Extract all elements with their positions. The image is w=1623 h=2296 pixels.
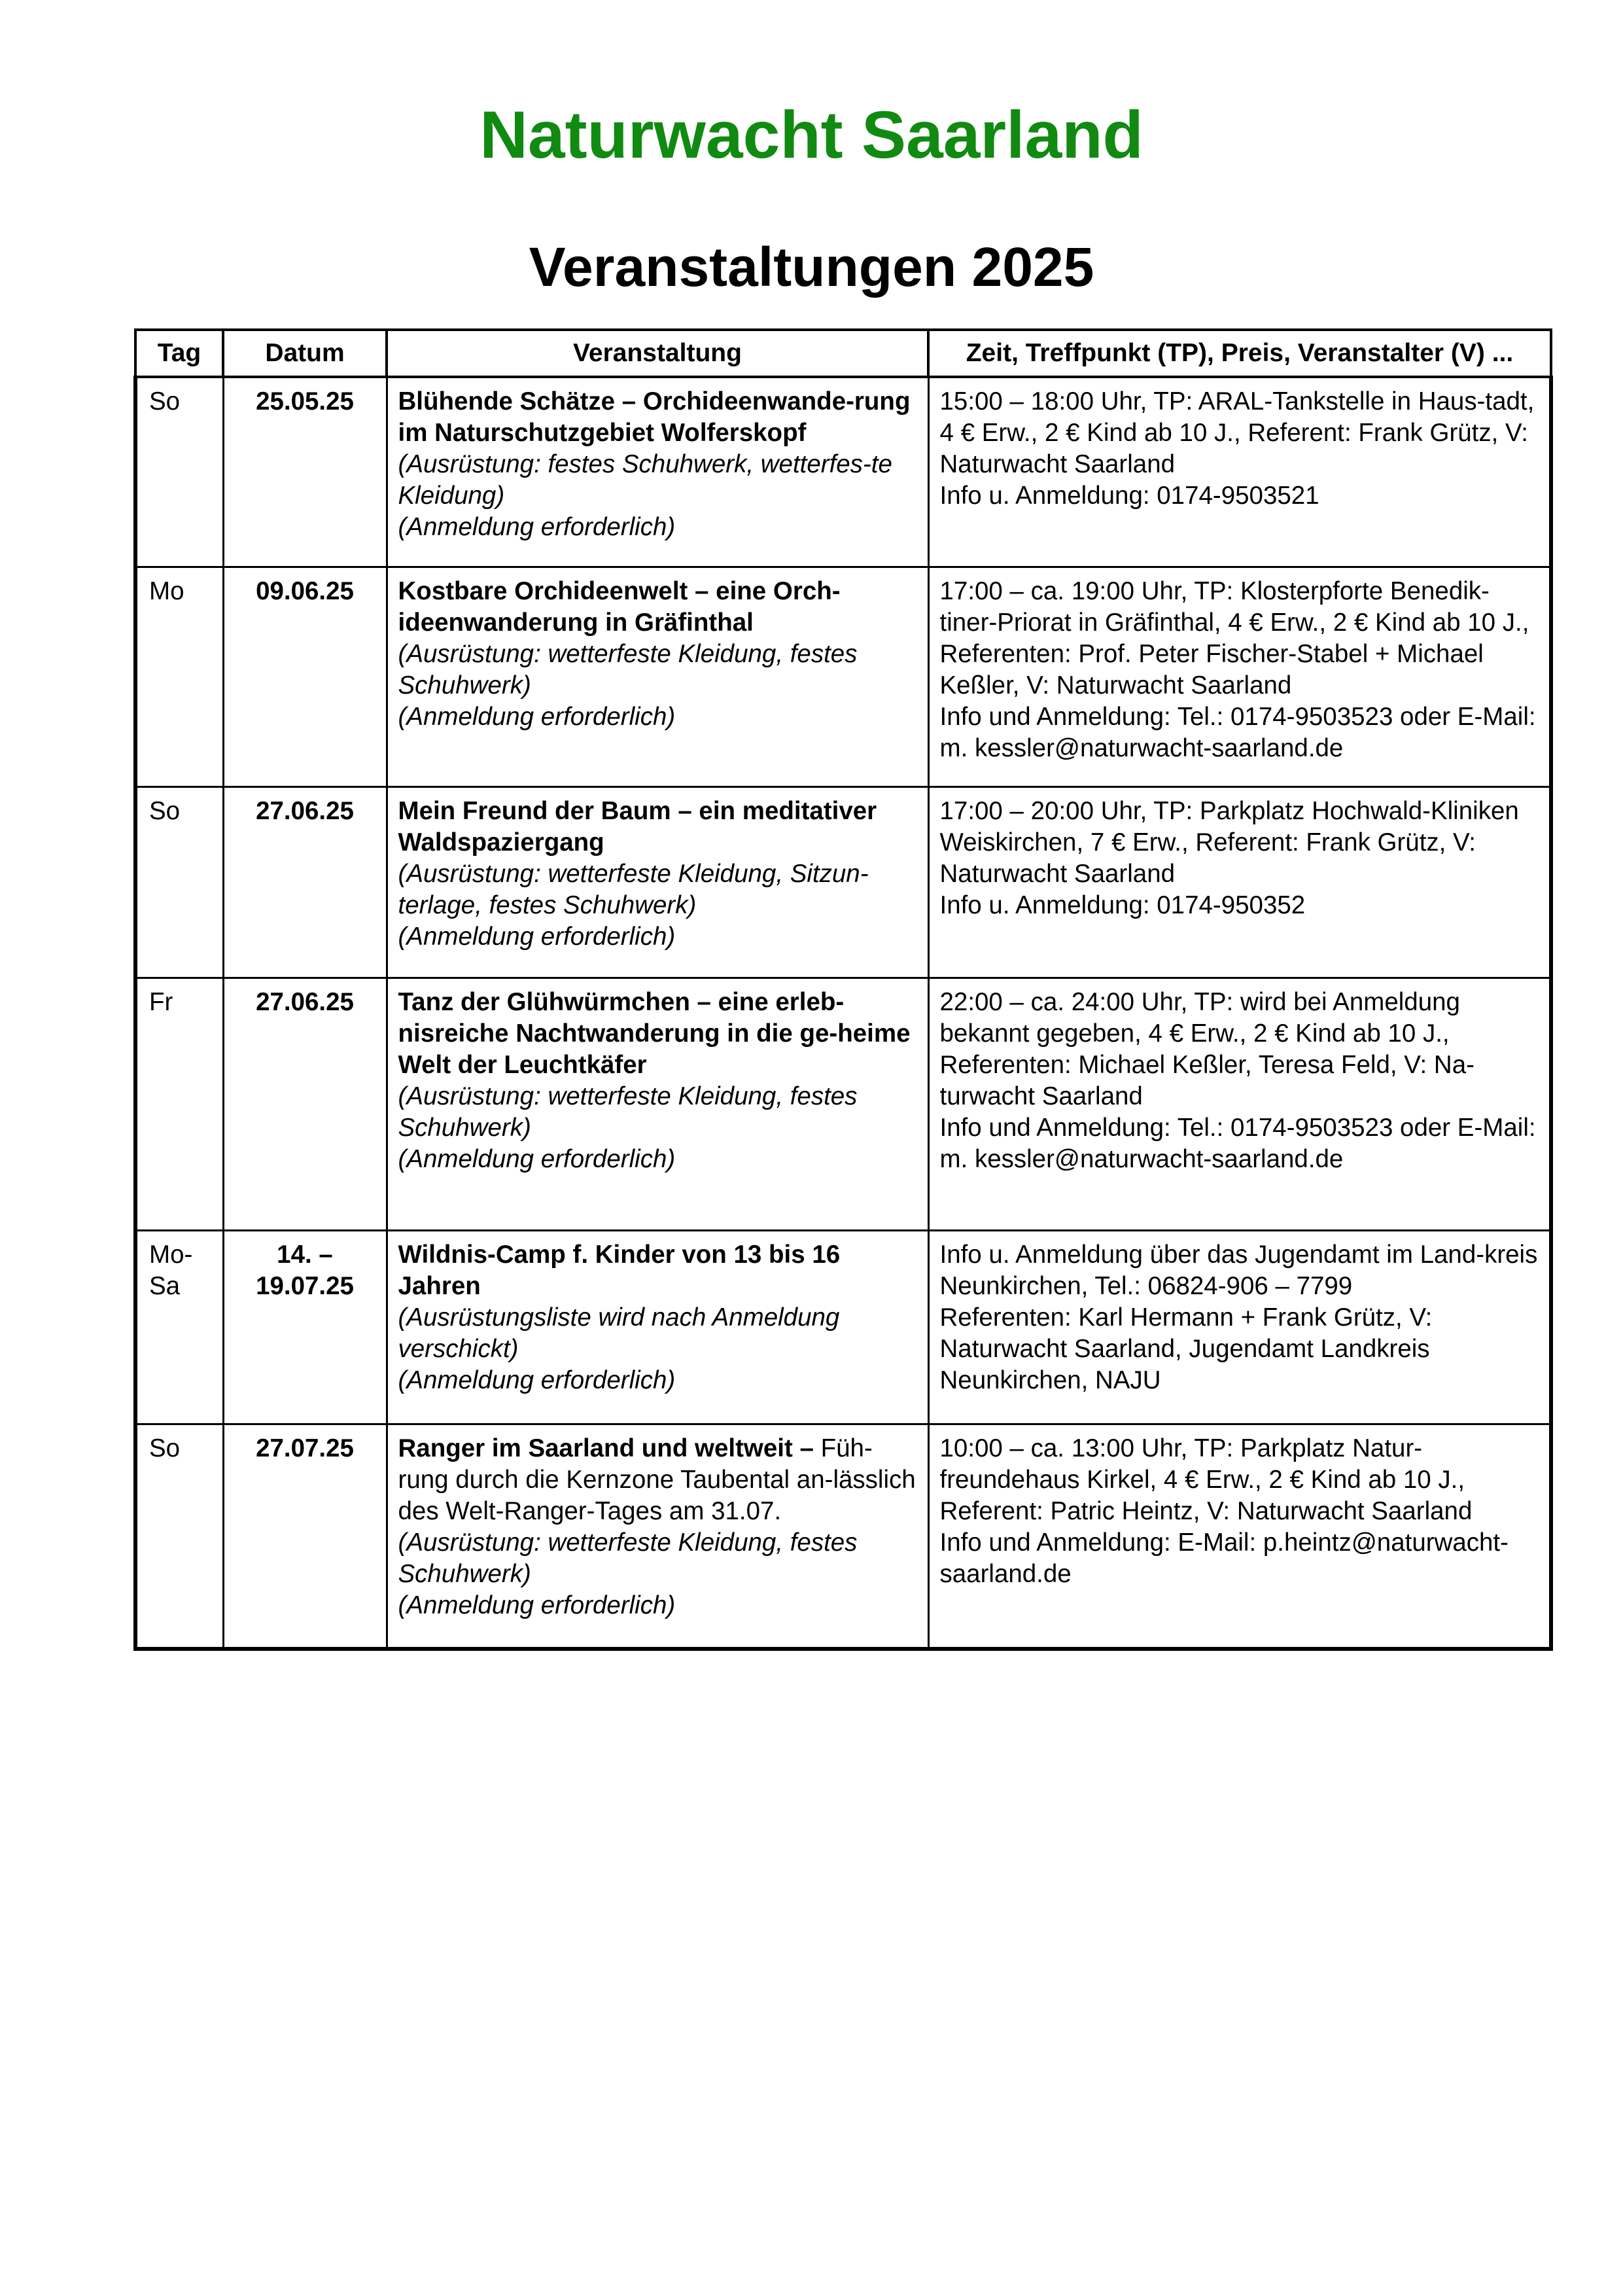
day-text: Fr — [149, 987, 173, 1016]
day-cell — [135, 1230, 223, 1424]
event-contact: Referenten: Karl Hermann + Frank Grütz, V: Naturwacht Saarland, Jugendamt Landkreis Neunkirchen, NAJU — [939, 1303, 1433, 1394]
event-details: 15:00 – 18:00 Uhr, TP: ARAL-Tankstelle in Haus-tadt, 4 € Erw., 2 € Kind ab 10 J., Referent: Frank Grütz, V: Naturwacht Saarland — [939, 387, 1535, 478]
date-cell — [223, 978, 387, 1230]
event-contact: Info und Anmeldung: Tel.: 0174-9503523 oder E-Mail: m. kessler@naturwacht-saarland.de — [939, 702, 1536, 762]
event-title: Ranger im Saarland und weltweit – Füh-rung durch die Kernzone Taubental an-lässlich des Welt-Ranger-Tages am 31.07. — [398, 1434, 916, 1525]
event-equipment: (Ausrüstung: wetterfeste Kleidung, festes Schuhwerk) — [398, 1528, 858, 1588]
event-title: Mein Freund der Baum – ein meditativer Waldspaziergang — [398, 796, 877, 857]
date-text: 27.06.25 — [256, 796, 354, 825]
table-header-row — [135, 330, 1551, 377]
details-cell — [928, 786, 1551, 978]
event-cell — [387, 1424, 928, 1649]
event-contact: Info u. Anmeldung: 0174-950352 — [939, 891, 1306, 919]
event-title: Kostbare Orchideenwelt – eine Orch-ideenwanderung in Gräfinthal — [398, 576, 841, 637]
event-title: Blühende Schätze – Orchideenwande-rung im Naturschutzgebiet Wolferskopf — [398, 387, 911, 447]
table-row — [135, 1230, 1551, 1424]
day-text: So — [149, 796, 181, 825]
day-cell — [135, 978, 223, 1230]
date-cell — [223, 377, 387, 567]
table-row — [135, 978, 1551, 1230]
day-text: Mo — [149, 576, 184, 605]
column-header-day: Tag — [135, 330, 223, 377]
table-row — [135, 567, 1551, 786]
event-equipment: (Ausrüstung: wetterfeste Kleidung, Sitzun-terlage, festes Schuhwerk) — [398, 859, 869, 919]
day-text: So — [149, 387, 181, 415]
date-text: 27.07.25 — [256, 1434, 354, 1462]
event-registration: (Anmeldung erforderlich) — [398, 1366, 676, 1394]
event-cell — [387, 978, 928, 1230]
date-text: 09.06.25 — [256, 576, 354, 605]
event-contact: Info und Anmeldung: Tel.: 0174-9503523 oder E-Mail: m. kessler@naturwacht-saarland.de — [939, 1113, 1536, 1173]
event-contact: Info und Anmeldung: E-Mail: p.heintz@naturwacht-saarland.de — [939, 1528, 1509, 1588]
details-cell — [928, 377, 1551, 567]
date-cell — [223, 786, 387, 978]
event-contact: Info u. Anmeldung: 0174-9503521 — [939, 482, 1319, 510]
event-registration: (Anmeldung erforderlich) — [398, 1591, 676, 1619]
event-cell — [387, 377, 928, 567]
table-row — [135, 377, 1551, 567]
event-details: 22:00 – ca. 24:00 Uhr, TP: wird bei Anmeldung bekannt gegeben, 4 € Erw., 2 € Kind ab 10 J., Referenten: Michael Keßler, Teresa Feld, V: Na-turwacht Saarland — [939, 987, 1475, 1110]
column-header-details: Zeit, Treffpunkt (TP), Preis, Veranstalter (V) ... — [928, 330, 1551, 377]
date-text: 14. – 19.07.25 — [256, 1240, 354, 1300]
event-equipment: (Ausrüstungsliste wird nach Anmeldung verschickt) — [398, 1303, 840, 1363]
day-cell — [135, 567, 223, 786]
event-details: 17:00 – 20:00 Uhr, TP: Parkplatz Hochwald-Kliniken Weiskirchen, 7 € Erw., Referent: Frank Grütz, V: Naturwacht Saarland — [939, 796, 1519, 888]
date-cell — [223, 1424, 387, 1649]
event-details: 17:00 – ca. 19:00 Uhr, TP: Klosterpforte Benedik-tiner-Priorat in Gräfinthal, 4 € Erw., 2 € Kind ab 10 J., Referenten: Prof. Peter Fischer-Stabel + Michael Keßler, V: Naturwacht Saarland — [939, 576, 1529, 699]
details-cell — [928, 1230, 1551, 1424]
details-cell — [928, 567, 1551, 786]
event-equipment: (Ausrüstung: festes Schuhwerk, wetterfes-te Kleidung) — [398, 450, 892, 510]
table-row — [135, 1424, 1551, 1649]
date-cell — [223, 567, 387, 786]
day-cell — [135, 377, 223, 567]
event-details: Info u. Anmeldung über das Jugendamt im Land-kreis Neunkirchen, Tel.: 06824-906 – 7799 — [939, 1240, 1538, 1300]
event-registration: (Anmeldung erforderlich) — [398, 1144, 676, 1173]
date-text: 27.06.25 — [256, 987, 354, 1016]
event-registration: (Anmeldung erforderlich) — [398, 922, 676, 951]
day-cell — [135, 786, 223, 978]
table-row — [135, 786, 1551, 978]
details-cell — [928, 1424, 1551, 1649]
document-title: Veranstaltungen 2025 — [529, 236, 1094, 298]
event-registration: (Anmeldung erforderlich) — [398, 702, 676, 731]
organization-title: Naturwacht Saarland — [480, 97, 1143, 172]
date-text: 25.05.25 — [256, 387, 354, 415]
details-cell — [928, 978, 1551, 1230]
event-equipment: (Ausrüstung: wetterfeste Kleidung, festes Schuhwerk) — [398, 1082, 858, 1142]
column-header-date: Datum — [223, 330, 387, 377]
event-cell — [387, 786, 928, 978]
event-registration: (Anmeldung erforderlich) — [398, 513, 676, 541]
column-header-event: Veranstaltung — [387, 330, 928, 377]
event-cell — [387, 567, 928, 786]
event-details: 10:00 – ca. 13:00 Uhr, TP: Parkplatz Natur-freundehaus Kirkel, 4 € Erw., 2 € Kind ab 10 J., Referent: Patric Heintz, V: Naturwacht Saarland — [939, 1434, 1473, 1525]
event-title: Wildnis-Camp f. Kinder von 13 bis 16 Jahren — [398, 1240, 841, 1300]
day-text: Mo-Sa — [149, 1240, 193, 1300]
events-table — [133, 328, 1553, 1651]
day-text: So — [149, 1434, 181, 1462]
date-cell — [223, 1230, 387, 1424]
event-cell — [387, 1230, 928, 1424]
day-cell — [135, 1424, 223, 1649]
event-title: Tanz der Glühwürmchen – eine erleb-nisreiche Nachtwanderung in die ge-heime Welt der Leuchtkäfer — [398, 987, 911, 1079]
event-equipment: (Ausrüstung: wetterfeste Kleidung, festes Schuhwerk) — [398, 639, 858, 699]
